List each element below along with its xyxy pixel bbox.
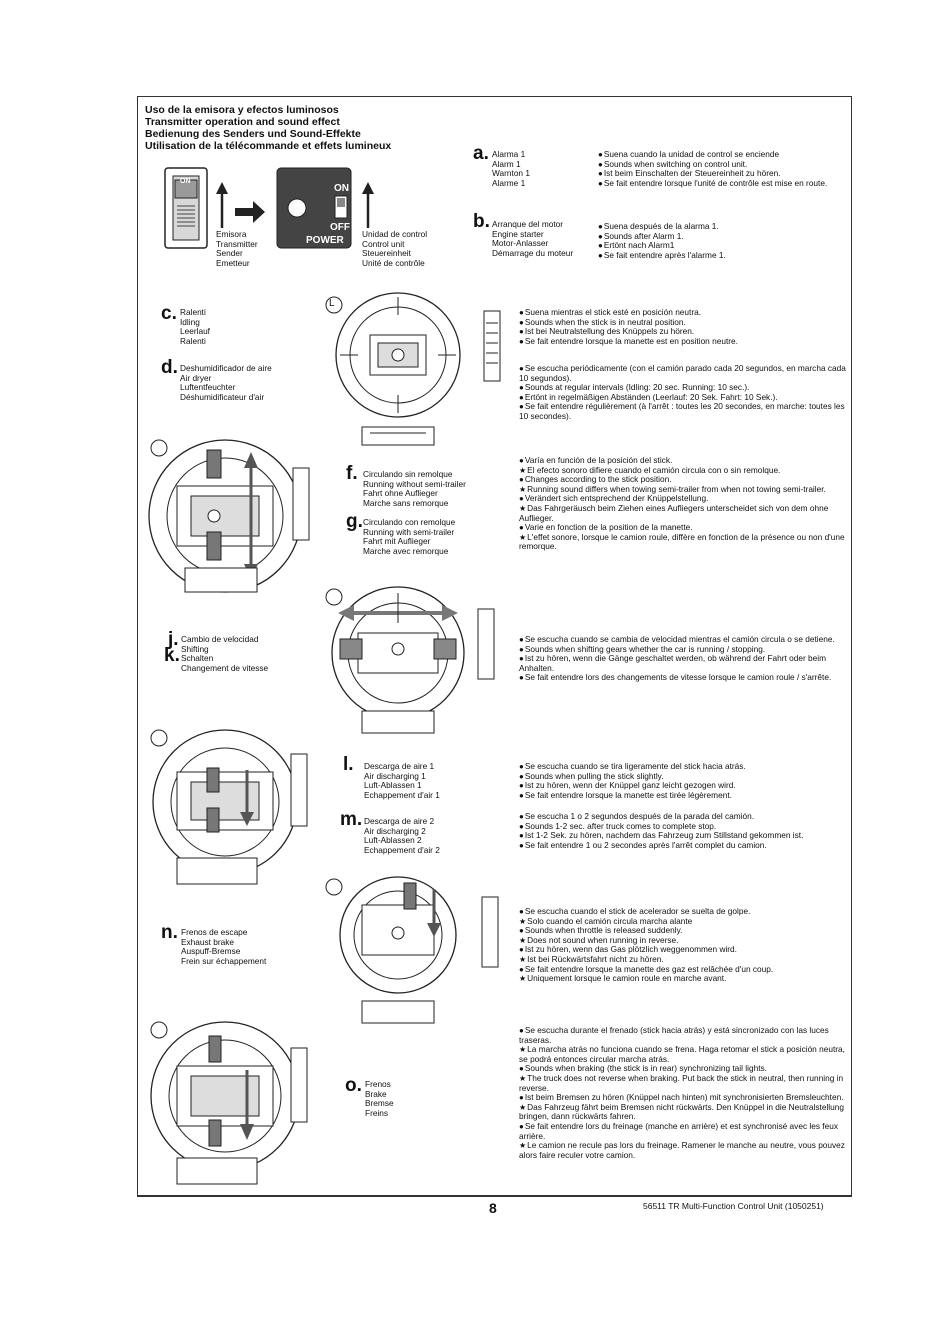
header-title-fr: Utilisation de la télécommande et effets lumineux — [145, 140, 392, 152]
dial-exhaust-brake-diagram — [318, 875, 508, 1035]
footer-rule — [137, 1196, 852, 1197]
section-l-letter: l. — [343, 754, 354, 775]
section-fg-description: ● Varía en función de la posición del stick. ★ El efecto sonoro difiere cuando el camión circula con o sin remolque. ● Changes according to the stick position. ★ Running sound differs when towing semi-trailer from when not towing semi-trailer. ● Verändert sich entsprechend der Knüppelstellung. ★ Das Fahrgeräusch beim Ziehen eines Aufliegers unterscheidet sich von dem ohne Auflieger. ● Varie en fonction de la position de la manette. ★ L'effet sonore, lorsque le camion roule, diffère en fonction de la présence ou non d'une remorque. — [519, 456, 849, 552]
section-d-labels: Deshumidificador de aire Air dryer Luftentfeuchter Déshumidificateur d'air — [180, 363, 272, 402]
control-unit-power-text: POWER — [306, 235, 344, 246]
control-unit-label: Unidad de control Control unit Steuereinheit Unité de contrôle — [362, 229, 428, 268]
section-c-letter: c. — [161, 303, 177, 324]
section-j-letter: j. — [168, 629, 179, 650]
section-b-labels: Arranque del motor Engine starter Motor-Anlasser Démarrage du moteur — [492, 219, 574, 258]
section-l-description: ● Se escucha cuando se tira ligeramente del stick hacia atrás. ● Sounds when pulling the stick slightly. ● Ist zu hören, wenn der Knüppel ganz leicht gezogen wird. ● Se fait entendre lorsque la manette est tirée légèrement. — [519, 762, 849, 800]
section-a-letter: a. — [473, 143, 489, 164]
dial-mark-label: L — [329, 298, 335, 309]
section-m-letter: m. — [340, 809, 363, 830]
document-reference: 56511 TR Multi-Function Control Unit (1050251) — [643, 1201, 824, 1211]
control-unit-off-text: OFF — [330, 222, 350, 233]
section-header — [145, 104, 391, 152]
control-unit-on-text: ON — [334, 183, 349, 194]
section-l-labels: Descarga de aire 1 Air discharging 1 Luft-Ablassen 1 Echappement d'air 1 — [364, 761, 440, 800]
header-title-de: Bedienung des Senders und Sound-Effekte — [145, 128, 361, 140]
section-d-letter: d. — [161, 357, 178, 378]
section-g-letter: g. — [346, 511, 363, 532]
power-on-illustration — [165, 168, 385, 273]
section-a-labels: Alarma 1 Alarm 1 Warnton 1 Alarme 1 — [492, 149, 530, 188]
section-f-labels: Circulando sin remolque Running without semi-trailer Fahrt ohne Auflieger Marche sans remorque — [363, 469, 466, 508]
page-number: 8 — [489, 1200, 497, 1216]
header-title-es: Uso de la emisora y efectos luminosos — [145, 104, 339, 116]
section-m-labels: Descarga de aire 2 Air discharging 2 Luft-Ablassen 2 Echappement d'air 2 — [364, 816, 440, 855]
header-title-en: Transmitter operation and sound effect — [145, 116, 340, 128]
section-jk-labels: Cambio de velocidad Shifting Schalten Changement de vitesse — [181, 634, 269, 673]
dial-air-discharge-diagram — [147, 728, 327, 898]
section-g-labels: Circulando con remolque Running with semi-trailer Fahrt mit Auflieger Marche avec remorque — [363, 517, 456, 556]
dial-throttle-diagram — [147, 438, 327, 608]
transmitter-label: Emisora Transmitter Sender Emetteur — [216, 229, 258, 268]
section-c-description: ● Suena mientras el stick esté en posición neutra. ● Sounds when the stick is in neutral position. ● Ist bei Neutralstellung des Knüppels zu hören. ● Se fait entendre lorsque la manette est en position neutre. — [519, 308, 849, 346]
dial-shifting-diagram — [318, 583, 508, 743]
section-n-description: ● Se escucha cuando el stick de acelerador se suelta de golpe. ★ Solo cuando el camión circula marcha alante ● Sounds when throttle is released suddenly. ★ Does not sound when running in reverse. ● Ist zu hören, wenn das Gas plötzlich weggenommen wird. ★ Ist bei Rückwärtsfahrt nicht zu hören. ● Se fait entendre lorsque la manette des gaz est relâchée d'un coup. ★ Uniquement lorsque le camion roule en marche avant. — [519, 907, 849, 984]
section-o-letter: o. — [345, 1075, 362, 1096]
section-n-labels: Frenos de escape Exhaust brake Auspuff-Bremse Frein sur échappement — [181, 927, 267, 966]
section-k-letter: k. — [164, 645, 180, 666]
dial-brake-diagram — [147, 1020, 327, 1190]
section-a-description: ● Suena cuando la unidad de control se enciende ● Sounds when switching on control unit. ● Ist beim Einschalten der Steuereinheit zu hören. ● Se fait entendre lorsque l'unité de contrôle est mise en route. — [598, 150, 848, 188]
section-f-letter: f. — [346, 463, 358, 484]
section-c-labels: Ralenti Idling Leerlauf Ralenti — [180, 307, 210, 346]
section-n-letter: n. — [161, 922, 178, 943]
section-o-labels: Frenos Brake Bremse Freins — [365, 1079, 394, 1118]
section-b-description: ● Suena después de la alarma 1. ● Sounds after Alarm 1. ● Ertönt nach Alarm1 ● Se fait entendre après l'alarme 1. — [598, 222, 848, 260]
section-d-description: ● Se escucha periódicamente (con el camión parado cada 20 segundos, en marcha cada 10 segundos). ● Sounds at regular intervals (Idling: 20 sec. Running: 10 sec.). ● Ertönt in regelmäßigen Abständen (Leerlauf: 20 Sek. Fahrt: 10 Sek.). ● Se fait entendre régulièrement (à l'arrêt : toutes les 20 secondes, en marche: toutes les 10 secondes). — [519, 364, 849, 422]
section-m-description: ● Se escucha 1 o 2 segundos después de la parada del camión. ● Sounds 1-2 sec. after truck comes to complete stop. ● Ist 1-2 Sek. zu hören, nachdem das Fahrzeug zum Stillstand gekommen ist. ● Se fait entendre 1 ou 2 secondes après l'arrêt complet du camion. — [519, 812, 849, 850]
section-b-letter: b. — [473, 211, 490, 232]
section-jk-description: ● Se escucha cuando se cambia de velocidad mientras el camión circula o se detiene. ● Sounds when shifting gears whether the car is running / stopping. ● Ist zu hören, wenn die Gänge geschaltet werden, ob während der Fahrt oder beim Anhalten. ● Se fait entendre lors des changements de vitesse lorsque le camion roule / s'arrête. — [519, 635, 849, 683]
section-o-description: ● Se escucha durante el frenado (stick hacia atrás) y está sincronizado con las luces traseras. ★ La marcha atrás no funciona cuando se frena. Haga retomar el stick a posición neutra, se podrá entonces circular marcha atrás. ● Sounds when braking (the stick is in rear) synchronizing tail lights. ★ The truck does not reverse when braking. Put back the stick in neutral, then running in reverse. ● Ist beim Bremsen zu hören (Knüppel nach hinten) mit synchronisierten Bremsleuchten. ★ Das Fahrzeug fährt beim Bremsen nicht rückwärts. Den Knüppel in die Neutralstellung bringen, dann rückwärts fahren. ● Se fait entendre lors du freinage (manche en arrière) et est synchronisé avec les feux arrière. ★ Le camion ne recule pas lors du freinage. Ramener le manche au neutre, vous pouvez alors faire reculer votre camion. — [519, 1026, 849, 1160]
dial-neutral-diagram — [318, 293, 508, 453]
transmitter-on-text: ON — [180, 178, 191, 185]
